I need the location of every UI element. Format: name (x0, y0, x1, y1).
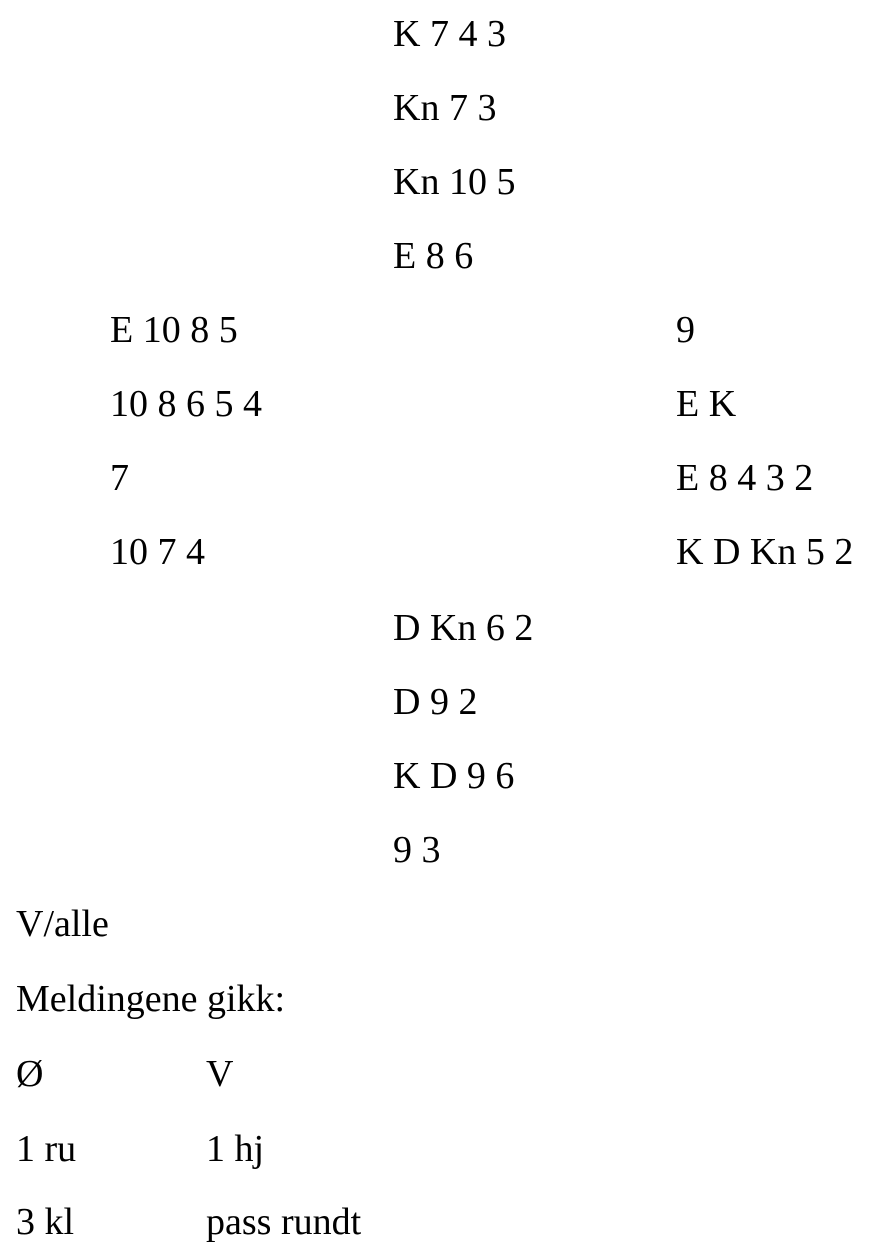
north-diamonds: Kn 10 5 (393, 161, 516, 203)
south-hearts: D 9 2 (393, 681, 478, 723)
auction-bid-east-2: 3 kl (16, 1201, 75, 1243)
north-hand (393, 12, 633, 282)
west-hand (110, 308, 350, 578)
north-clubs: E 8 6 (393, 235, 474, 277)
east-spades: 9 (676, 309, 695, 351)
auction-bid-west-2: pass rundt (206, 1201, 362, 1243)
auction-bid-west-1: 1 hj (206, 1128, 265, 1170)
east-hearts: E K (676, 383, 737, 425)
auction-column-east: Ø (16, 1053, 44, 1095)
west-clubs: 10 7 4 (110, 531, 205, 573)
west-spades: E 10 8 5 (110, 309, 238, 351)
auction-bid-east-1: 1 ru (16, 1128, 77, 1170)
south-diamonds: K D 9 6 (393, 755, 515, 797)
west-diamonds: 7 (110, 457, 129, 499)
east-diamonds: E 8 4 3 2 (676, 457, 814, 499)
north-spades: K 7 4 3 (393, 13, 506, 55)
east-clubs: K D Kn 5 2 (676, 531, 854, 573)
west-hearts: 10 8 6 5 4 (110, 383, 262, 425)
north-hearts: Kn 7 3 (393, 87, 497, 129)
south-hand (393, 606, 633, 876)
south-spades: D Kn 6 2 (393, 607, 534, 649)
south-clubs: 9 3 (393, 829, 441, 871)
dealer-vulnerability: V/alle (16, 903, 109, 945)
auction-heading: Meldingene gikk: (16, 978, 286, 1020)
auction-column-west: V (206, 1053, 234, 1095)
east-hand (676, 308, 882, 578)
